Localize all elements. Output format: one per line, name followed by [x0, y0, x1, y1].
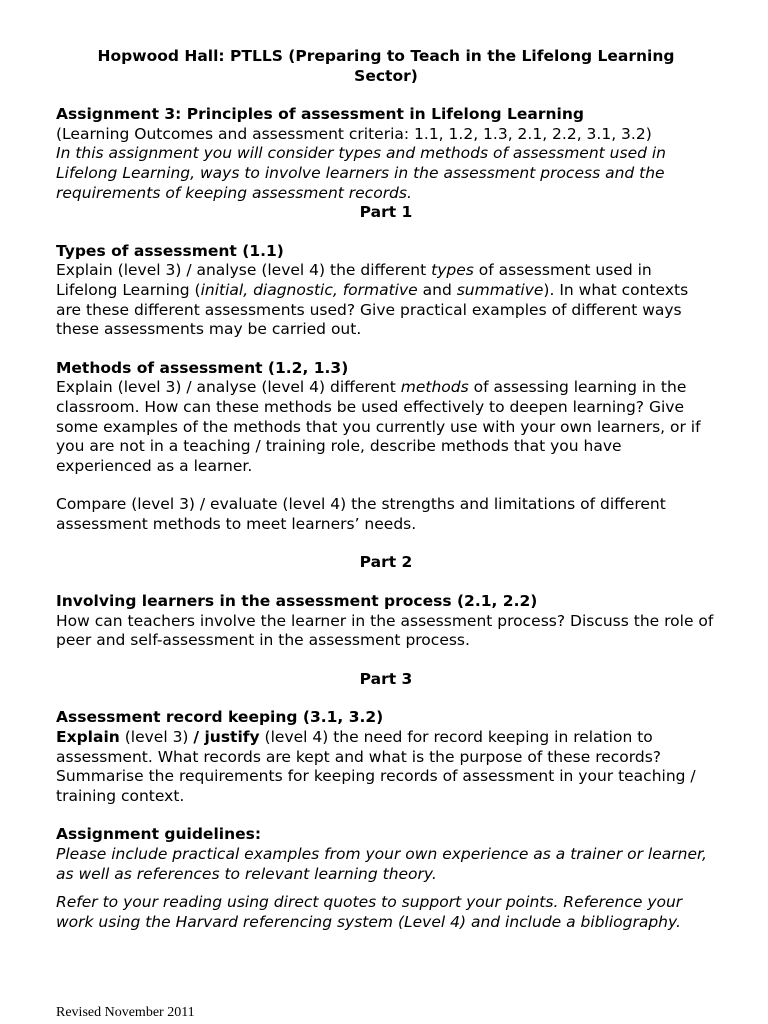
involving-text: How can teachers involve the learner in the assessment process? Discuss the role of peer and self-assessment in the assessment process. — [56, 611, 714, 650]
compare-text: Compare (level 3) / evaluate (level 4) the strengths and limitations of different assessment methods to meet learners’ needs. — [56, 495, 666, 533]
learning-outcomes: (Learning Outcomes and assessment criteria: 1.1, 1.2, 1.3, 2.1, 2.2, 3.1, 3.2) — [56, 124, 652, 143]
types-text: Explain (level 3) / analyse (level 4) the different types of assessment used in Lifelong Learning (initial, diagnostic, formative and summative). In what contexts are these different assessments used? Give practical examples of different ways these assessments may be carried out. — [56, 261, 689, 339]
part-3-label: Part 3 — [359, 669, 413, 688]
guidelines-paragraph-1: Please include practical examples from your own experience as a trainer or learner, as well as references to relevant learning theory. — [56, 845, 707, 883]
title-line-2: Sector) — [354, 66, 418, 85]
part-2-label: Part 2 — [359, 553, 413, 572]
guidelines-heading: Assignment guidelines: — [56, 825, 262, 844]
assignment-heading: Assignment 3: Principles of assessment in Lifelong Learning — [56, 105, 584, 124]
types-heading: Types of assessment (1.1) — [56, 241, 284, 260]
revision-footer: Revised November 2011 — [56, 1005, 195, 1020]
document-title — [56, 47, 716, 86]
methods-heading: Methods of assessment (1.2, 1.3) — [56, 358, 349, 377]
record-keeping-heading: Assessment record keeping (3.1, 3.2) — [56, 708, 384, 727]
title-line-1: Hopwood Hall: PTLLS (Preparing to Teach in the Lifelong Learning — [97, 47, 675, 65]
document-page — [56, 47, 716, 932]
involving-heading: Involving learners in the assessment process (2.1, 2.2) — [56, 592, 538, 611]
part-1-label: Part 1 — [359, 203, 413, 222]
methods-text: Explain (level 3) / analyse (level 4) different methods of assessing learning in the classroom. How can these methods be used effectively to deepen learning? Give some examples of the methods that you currently use with your own learners, or if you are not in a teaching / training role, describe methods that you have experienced as a learner. — [56, 378, 701, 475]
record-keeping-text: Explain (level 3) / justify (level 4) the need for record keeping in relation to assessment. What records are kept and what is the purpose of these records? Summarise the requirements for keeping records of assessment in your teaching / training context. — [56, 728, 696, 805]
guidelines-paragraph-2: Refer to your reading using direct quotes to support your points. Reference your work using the Harvard referencing system (Level 4) and include a bibliography. — [56, 893, 683, 931]
assignment-intro: In this assignment you will consider types and methods of assessment used in Lifelong Learning, ways to involve learners in the assessment process and the requirements of keeping assessment records. — [56, 144, 667, 202]
